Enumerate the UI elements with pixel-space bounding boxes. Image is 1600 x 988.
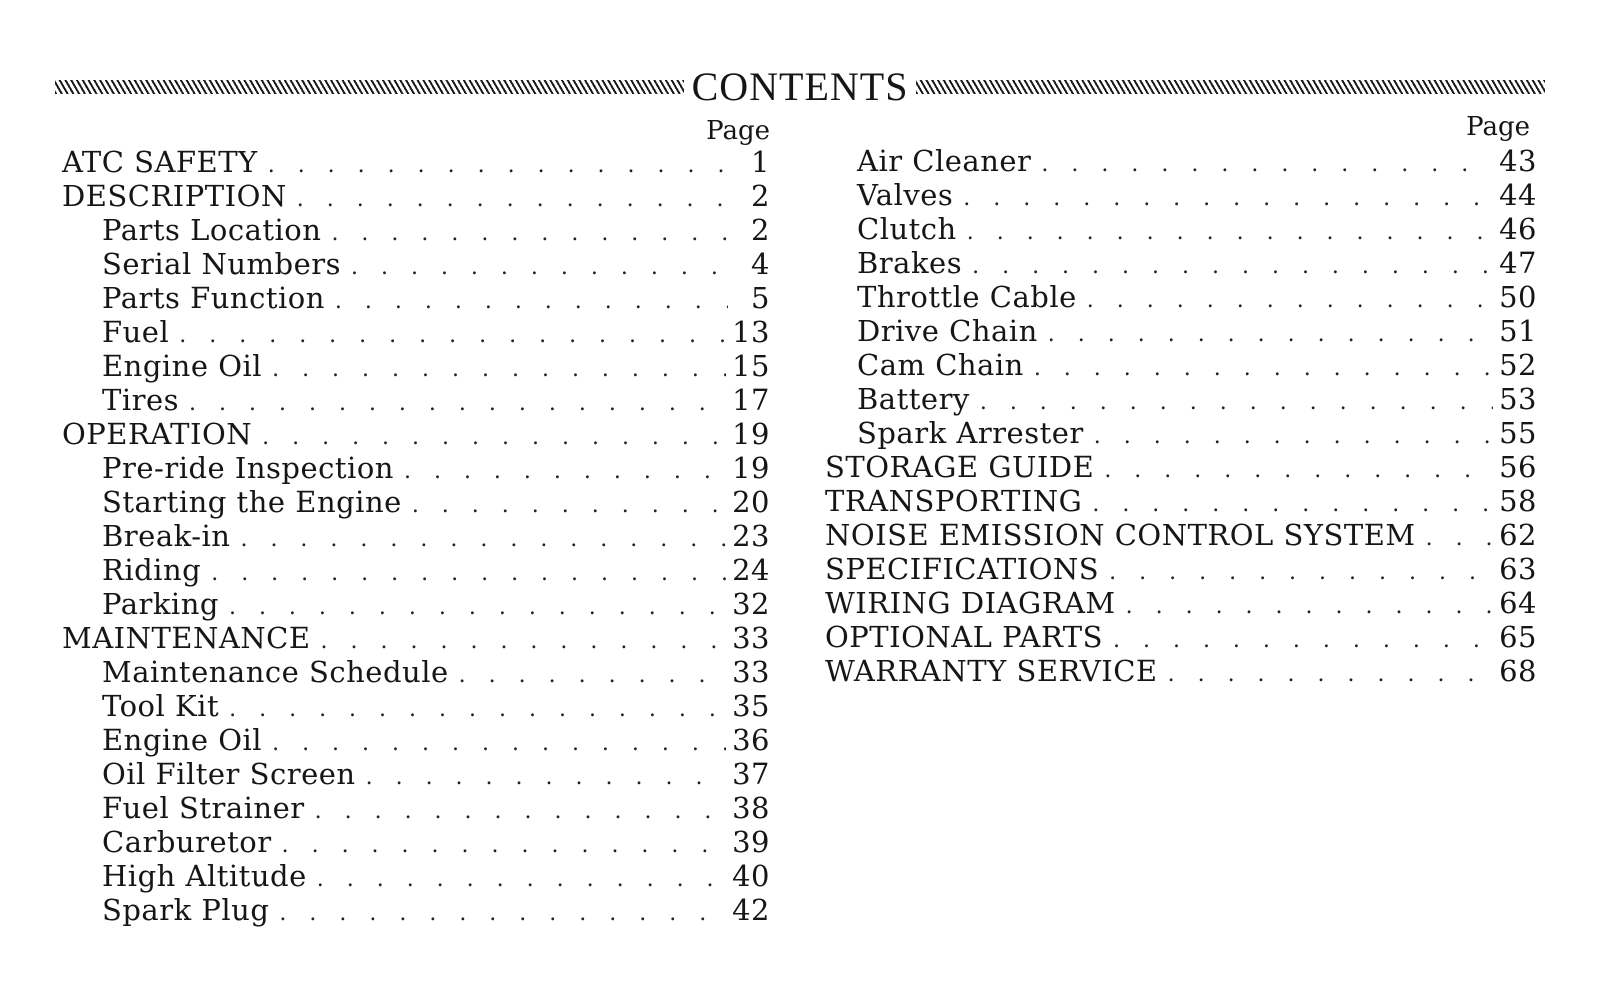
toc-entry-label: Serial Numbers: [102, 247, 341, 281]
dot-leader: [1426, 522, 1494, 556]
toc-entry-page: 35: [732, 689, 770, 723]
toc-entry: [62, 213, 770, 247]
toc-entry-label: Riding: [102, 553, 202, 587]
toc-entry-page: 63: [1499, 552, 1537, 586]
toc-entry-label: Air Cleaner: [857, 144, 1032, 178]
toc-entry: [62, 417, 770, 451]
toc-entry: [62, 791, 770, 825]
toc-entry: [825, 620, 1537, 654]
dot-leader: [1092, 488, 1493, 522]
dot-leader: [272, 353, 726, 387]
toc-entries-left: [62, 145, 770, 927]
toc-entry: [62, 621, 770, 655]
dot-leader: [189, 387, 726, 421]
dot-leader: [1126, 590, 1493, 624]
dot-leader: [980, 386, 1493, 420]
dot-leader: [1087, 284, 1493, 318]
toc-entry-page: 13: [732, 315, 770, 349]
toc-entry: [62, 859, 770, 893]
dot-leader: [335, 285, 728, 319]
toc-entry-label: OPTIONAL PARTS: [825, 620, 1103, 654]
toc-entry: [825, 178, 1537, 212]
toc-entry-page: 33: [732, 621, 770, 655]
toc-entry: [62, 179, 770, 213]
header-hatch-left: [55, 80, 684, 94]
toc-entry-page: 62: [1499, 518, 1537, 552]
toc-entry-page: 32: [732, 587, 770, 621]
toc-entry-label: SPECIFICATIONS: [825, 552, 1100, 586]
dot-leader: [331, 217, 728, 251]
toc-entry: [62, 519, 770, 553]
toc-entry: [62, 281, 770, 315]
toc-entry-label: Drive Chain: [857, 314, 1038, 348]
toc-entry: [825, 246, 1537, 280]
dot-leader: [297, 183, 728, 217]
toc-entry-label: TRANSPORTING: [825, 484, 1083, 518]
toc-entry-page: 40: [732, 859, 770, 893]
toc-entry-label: Battery: [857, 382, 970, 416]
toc-entry: [825, 552, 1537, 586]
toc-entry-page: 43: [1499, 144, 1537, 178]
toc-entry-page: 52: [1499, 348, 1537, 382]
toc-entry-page: 33: [732, 655, 770, 689]
dot-leader: [282, 829, 727, 863]
dot-leader: [229, 591, 726, 625]
toc-entry: [825, 314, 1537, 348]
dot-leader: [268, 149, 728, 183]
toc-entry-label: OPERATION: [62, 417, 253, 451]
toc-entry: [62, 689, 770, 723]
toc-entry: [825, 144, 1537, 178]
toc-entry: [825, 212, 1537, 246]
toc-entry: [62, 757, 770, 791]
toc-entry: [825, 518, 1537, 552]
toc-entry-page: 55: [1499, 416, 1537, 450]
toc-entry: [62, 485, 770, 519]
toc-entry-page: 4: [751, 247, 770, 281]
toc-entry: [825, 348, 1537, 382]
toc-entry-label: Fuel: [102, 315, 170, 349]
toc-entry: [825, 450, 1537, 484]
dot-leader: [317, 863, 726, 897]
dot-leader: [1041, 148, 1493, 182]
toc-entry-label: Maintenance Schedule: [102, 655, 449, 689]
toc-entry-label: Spark Plug: [102, 893, 270, 927]
toc-entry: [62, 315, 770, 349]
toc-entry-page: 46: [1499, 212, 1537, 246]
toc-entry-page: 51: [1499, 314, 1537, 348]
toc-entry-label: High Altitude: [102, 859, 307, 893]
toc-entry-page: 20: [732, 485, 770, 519]
dot-leader: [1168, 658, 1494, 692]
toc-entry-page: 44: [1499, 178, 1537, 212]
toc-entry-label: Engine Oil: [102, 723, 263, 757]
dot-leader: [459, 659, 726, 693]
toc-entry: [62, 349, 770, 383]
toc-entry: [825, 654, 1537, 688]
toc-entry: [825, 280, 1537, 314]
toc-entry-page: 65: [1499, 620, 1537, 654]
toc-entry-label: Brakes: [857, 246, 963, 280]
dot-leader: [1034, 352, 1493, 386]
toc-entry-label: Tires: [102, 383, 180, 417]
toc-entry: [62, 893, 770, 927]
toc-entry-page: 2: [751, 179, 770, 213]
dot-leader: [240, 523, 726, 557]
dot-leader: [404, 455, 726, 489]
toc-entry-label: Parts Location: [102, 213, 322, 247]
toc-entry-page: 1: [751, 145, 770, 179]
toc-entry-label: Parking: [102, 587, 219, 621]
toc-entry-label: Cam Chain: [857, 348, 1024, 382]
dot-leader: [321, 625, 727, 659]
toc-entry: [825, 484, 1537, 518]
toc-entry-page: 56: [1499, 450, 1537, 484]
toc-entry: [825, 382, 1537, 416]
toc-entry-page: 17: [732, 383, 770, 417]
toc-entry: [62, 383, 770, 417]
toc-entry-label: ATC SAFETY: [62, 145, 258, 179]
page-column-header: Page: [706, 116, 770, 146]
toc-entry-page: 37: [732, 757, 770, 791]
toc-entry-label: Starting the Engine: [102, 485, 402, 519]
toc-entry-label: DESCRIPTION: [62, 179, 287, 213]
toc-entry-page: 15: [732, 349, 770, 383]
toc-entry-label: WARRANTY SERVICE: [825, 654, 1158, 688]
toc-entry-label: Fuel Strainer: [102, 791, 305, 825]
dot-leader: [412, 489, 726, 523]
toc-entry: [62, 553, 770, 587]
toc-entry-page: 42: [732, 893, 770, 927]
toc-entry-label: MAINTENANCE: [62, 621, 311, 655]
toc-entry-page: 39: [732, 825, 770, 859]
dot-leader: [211, 557, 726, 591]
dot-leader: [963, 182, 1493, 216]
dot-leader: [272, 727, 726, 761]
toc-entry-label: Spark Arrester: [857, 416, 1084, 450]
toc-entry: [62, 247, 770, 281]
dot-leader: [315, 795, 726, 829]
dot-leader: [262, 421, 726, 455]
toc-entry: [62, 825, 770, 859]
toc-entry-label: Break-in: [102, 519, 231, 553]
toc-entry-page: 19: [732, 451, 770, 485]
toc-entry-page: 50: [1499, 280, 1537, 314]
toc-entry-label: Tool Kit: [102, 689, 220, 723]
toc-entry-page: 47: [1499, 246, 1537, 280]
dot-leader: [279, 897, 726, 931]
toc-entry-page: 64: [1499, 586, 1537, 620]
header-hatch-right: [916, 80, 1545, 94]
toc-entry-label: Parts Function: [102, 281, 325, 315]
toc-entry: [62, 451, 770, 485]
toc-entry-page: 36: [732, 723, 770, 757]
dot-leader: [229, 693, 726, 727]
page-title: CONTENTS: [691, 64, 909, 109]
toc-entry: [62, 145, 770, 179]
toc-entry-label: NOISE EMISSION CONTROL SYSTEM: [825, 518, 1416, 552]
toc-entry-label: STORAGE GUIDE: [825, 450, 1095, 484]
toc-entry-page: 2: [751, 213, 770, 247]
toc-entry-label: Pre-ride Inspection: [102, 451, 394, 485]
toc-entry-page: 68: [1499, 654, 1537, 688]
dot-leader: [967, 216, 1493, 250]
toc-entry-label: Valves: [857, 178, 954, 212]
dot-leader: [366, 761, 727, 795]
toc-entry-page: 58: [1499, 484, 1537, 518]
toc-entry-label: Throttle Cable: [857, 280, 1077, 314]
dot-leader: [972, 250, 1493, 284]
toc-entry-page: 23: [732, 519, 770, 553]
toc-entry-label: Oil Filter Screen: [102, 757, 356, 791]
dot-leader: [179, 319, 726, 353]
toc-entry-label: Carburetor: [102, 825, 272, 859]
dot-leader: [1104, 454, 1493, 488]
dot-leader: [1113, 624, 1493, 658]
toc-entry-page: 5: [751, 281, 770, 315]
contents-header: [55, 62, 1545, 112]
toc-entry-label: WIRING DIAGRAM: [825, 586, 1116, 620]
toc-entry-label: Clutch: [857, 212, 957, 246]
toc-entries-right: [825, 144, 1537, 688]
toc-entry: [62, 655, 770, 689]
dot-leader: [1094, 420, 1493, 454]
toc-entry: [62, 587, 770, 621]
toc-entry-label: Engine Oil: [102, 349, 263, 383]
dot-leader: [351, 251, 728, 285]
toc-entry-page: 38: [732, 791, 770, 825]
toc-entry: [825, 416, 1537, 450]
toc-entry: [62, 723, 770, 757]
toc-entry-page: 24: [732, 553, 770, 587]
page-column-header: Page: [1466, 112, 1530, 142]
toc-entry: [825, 586, 1537, 620]
dot-leader: [1048, 318, 1493, 352]
toc-entry-page: 19: [732, 417, 770, 451]
toc-entry-page: 53: [1499, 382, 1537, 416]
dot-leader: [1109, 556, 1493, 590]
